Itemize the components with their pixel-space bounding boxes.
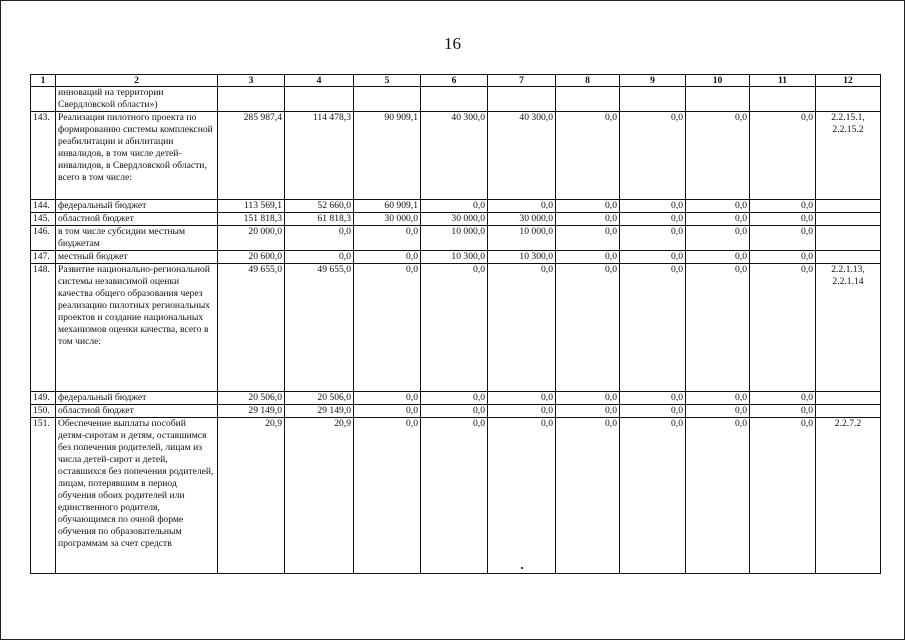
table-row: [31, 200, 881, 213]
value-cell: 0,0: [488, 200, 556, 213]
table-row: [31, 251, 881, 264]
value-cell: 0,0: [620, 213, 686, 226]
header-cell: 12: [816, 75, 881, 87]
value-cell: 0,0: [686, 112, 750, 200]
header-cell: 5: [354, 75, 421, 87]
value-cell: 40 300,0: [488, 112, 556, 200]
value-cell: 0,0: [421, 418, 488, 574]
value-cell: 49 655,0: [285, 264, 354, 392]
table-body: [31, 87, 881, 574]
value-cell: 0,0: [421, 392, 488, 405]
value-cell: 0,0: [686, 251, 750, 264]
value-cell: 0,0: [686, 226, 750, 251]
goal-reference: [816, 200, 881, 213]
value-cell: 60 909,1: [354, 200, 421, 213]
row-title: Реализация пилотного проекта по формированию системы комплексной реабилитации и абилитации инвалидов, в том числе детей-инвалидов, в Свердловской области, всего в том числе:: [56, 112, 218, 200]
value-cell: 30 000,0: [488, 213, 556, 226]
value-cell: 0,0: [488, 392, 556, 405]
value-cell: 10 000,0: [421, 226, 488, 251]
row-title: местный бюджет: [56, 251, 218, 264]
table-row: [31, 226, 881, 251]
value-cell: 0,0: [686, 405, 750, 418]
value-cell: 0,0: [620, 405, 686, 418]
table-row: [31, 213, 881, 226]
value-cell: 285 987,4: [218, 112, 285, 200]
header-cell: 8: [556, 75, 620, 87]
value-cell: 0,0: [686, 418, 750, 574]
row-number: 144.: [31, 200, 56, 213]
value-cell: [421, 87, 488, 112]
value-cell: 20 506,0: [218, 392, 285, 405]
value-cell: 20 000,0: [218, 226, 285, 251]
value-cell: 49 655,0: [218, 264, 285, 392]
table-row: [31, 392, 881, 405]
table-row: [31, 87, 881, 112]
value-cell: 0,0: [285, 251, 354, 264]
value-cell: 0,0: [556, 251, 620, 264]
value-cell: 0,0: [488, 264, 556, 392]
row-number: 149.: [31, 392, 56, 405]
row-number: 148.: [31, 264, 56, 392]
header-cell: 7: [488, 75, 556, 87]
value-cell: [750, 87, 816, 112]
header-cell: 2: [56, 75, 218, 87]
value-cell: 0,0: [620, 226, 686, 251]
table-row: [31, 112, 881, 200]
value-cell: 0,0: [556, 418, 620, 574]
header-cell: 11: [750, 75, 816, 87]
goal-reference: [816, 251, 881, 264]
value-cell: 0,0: [620, 392, 686, 405]
value-cell: 90 909,1: [354, 112, 421, 200]
value-cell: 0,0: [750, 264, 816, 392]
value-cell: 20,9: [285, 418, 354, 574]
value-cell: 0,0: [354, 226, 421, 251]
value-cell: [686, 87, 750, 112]
goal-reference: 2.2.1.13, 2.2.1.14: [816, 264, 881, 392]
scan-speck: [521, 567, 523, 569]
value-cell: 10 000,0: [488, 226, 556, 251]
value-cell: [354, 87, 421, 112]
table-row: [31, 264, 881, 392]
value-cell: 0,0: [556, 264, 620, 392]
goal-reference: 2.2.7.2: [816, 418, 881, 574]
row-number: 147.: [31, 251, 56, 264]
value-cell: 0,0: [750, 112, 816, 200]
value-cell: 0,0: [620, 264, 686, 392]
row-number: [31, 87, 56, 112]
goal-reference: [816, 392, 881, 405]
row-title: инноваций на территории Свердловской области»): [56, 87, 218, 112]
value-cell: [556, 87, 620, 112]
value-cell: [620, 87, 686, 112]
header-row: [31, 75, 881, 87]
row-title: в том числе субсидии местным бюджетам: [56, 226, 218, 251]
value-cell: 0,0: [750, 418, 816, 574]
value-cell: 0,0: [556, 213, 620, 226]
value-cell: 0,0: [354, 264, 421, 392]
table-row: [31, 405, 881, 418]
header-cell: 3: [218, 75, 285, 87]
value-cell: 113 569,1: [218, 200, 285, 213]
value-cell: [285, 87, 354, 112]
value-cell: 0,0: [354, 392, 421, 405]
value-cell: 0,0: [285, 226, 354, 251]
goal-reference: [816, 213, 881, 226]
value-cell: 52 660,0: [285, 200, 354, 213]
row-title: федеральный бюджет: [56, 392, 218, 405]
value-cell: 114 478,3: [285, 112, 354, 200]
value-cell: 0,0: [620, 200, 686, 213]
value-cell: 0,0: [750, 213, 816, 226]
value-cell: 151 818,3: [218, 213, 285, 226]
value-cell: 0,0: [750, 251, 816, 264]
value-cell: 0,0: [354, 405, 421, 418]
table-row: [31, 418, 881, 574]
goal-reference: [816, 87, 881, 112]
value-cell: 61 818,3: [285, 213, 354, 226]
value-cell: 0,0: [421, 264, 488, 392]
value-cell: 30 000,0: [421, 213, 488, 226]
header-cell: 9: [620, 75, 686, 87]
value-cell: 0,0: [556, 112, 620, 200]
value-cell: 0,0: [421, 200, 488, 213]
value-cell: 0,0: [556, 405, 620, 418]
row-number: 151.: [31, 418, 56, 574]
header-cell: 6: [421, 75, 488, 87]
header-cell: 1: [31, 75, 56, 87]
value-cell: 40 300,0: [421, 112, 488, 200]
goal-reference: [816, 226, 881, 251]
value-cell: 0,0: [686, 392, 750, 405]
row-number: 145.: [31, 213, 56, 226]
value-cell: 0,0: [686, 200, 750, 213]
value-cell: 0,0: [354, 418, 421, 574]
value-cell: 0,0: [354, 251, 421, 264]
header-cell: 4: [285, 75, 354, 87]
value-cell: 0,0: [686, 264, 750, 392]
value-cell: 20 506,0: [285, 392, 354, 405]
goal-reference: [816, 405, 881, 418]
page-number: 16: [444, 34, 461, 53]
value-cell: 10 300,0: [421, 251, 488, 264]
value-cell: 29 149,0: [218, 405, 285, 418]
row-number: 143.: [31, 112, 56, 200]
row-title: Развитие национально-региональной системы независимой оценки качества общего образования через реализацию пилотных региональных проектов и создание национальных механизмов оценки качества, всего в том числе:: [56, 264, 218, 392]
value-cell: 0,0: [421, 405, 488, 418]
header-cell: 10: [686, 75, 750, 87]
row-title: областной бюджет: [56, 405, 218, 418]
row-number: 146.: [31, 226, 56, 251]
value-cell: 20 600,0: [218, 251, 285, 264]
row-title: областной бюджет: [56, 213, 218, 226]
row-number: 150.: [31, 405, 56, 418]
value-cell: 0,0: [620, 112, 686, 200]
value-cell: 29 149,0: [285, 405, 354, 418]
value-cell: 0,0: [556, 226, 620, 251]
value-cell: [218, 87, 285, 112]
value-cell: 0,0: [620, 251, 686, 264]
value-cell: 30 000,0: [354, 213, 421, 226]
value-cell: 20,9: [218, 418, 285, 574]
value-cell: 0,0: [556, 200, 620, 213]
goal-reference: 2.2.15.1, 2.2.15.2: [816, 112, 881, 200]
value-cell: 0,0: [750, 392, 816, 405]
value-cell: [488, 87, 556, 112]
value-cell: 0,0: [750, 226, 816, 251]
row-title: федеральный бюджет: [56, 200, 218, 213]
value-cell: 0,0: [750, 405, 816, 418]
budget-table: [30, 74, 881, 574]
value-cell: 0,0: [488, 405, 556, 418]
value-cell: 0,0: [556, 392, 620, 405]
row-title: Обеспечение выплаты пособий детям-сиротам и детям, оставшимся без попечения родителей, лицам из числа детей-сирот и детей, оставшихся без попечения родителей, лицам, потерявшим в период обучения обоих родителей или единственного родителя, обучающимся по очной форме обучения по образовательным программам за счет средств: [56, 418, 218, 574]
value-cell: 0,0: [750, 200, 816, 213]
value-cell: 0,0: [488, 418, 556, 574]
value-cell: 0,0: [620, 418, 686, 574]
value-cell: 10 300,0: [488, 251, 556, 264]
value-cell: 0,0: [686, 213, 750, 226]
